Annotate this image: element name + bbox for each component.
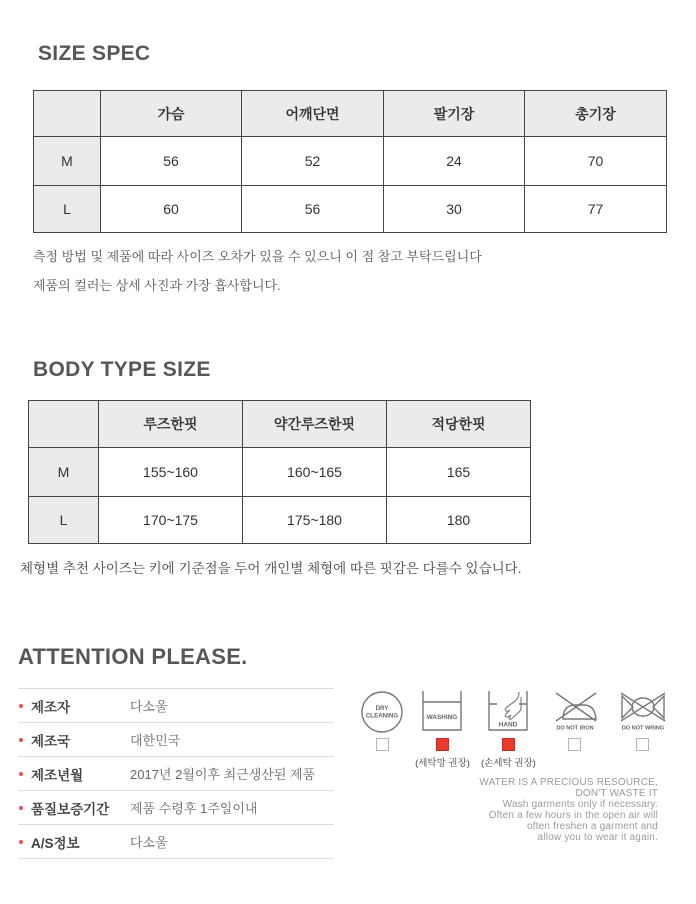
size-spec-row-l — [34, 186, 667, 233]
body-type-size-title: BODY TYPE SIZE — [33, 358, 211, 381]
dry-cleaning-icon — [360, 690, 404, 734]
care-unit-do-not-iron — [547, 690, 603, 767]
bullet-dot-icon — [19, 772, 23, 776]
hand-wash-checkbox — [502, 738, 515, 751]
cell-value: 175~180 — [243, 497, 387, 544]
size-spec-table — [33, 90, 667, 233]
water-message — [479, 777, 658, 843]
header-cell-sleeve: 팔기장 — [384, 91, 525, 137]
info-row-country — [18, 722, 334, 756]
header-cell-chest: 가슴 — [101, 91, 242, 137]
body-type-row-l — [29, 497, 531, 544]
care-unit-hand-wash — [481, 690, 536, 767]
size-spec-row-m — [34, 137, 667, 186]
row-label: M — [34, 137, 101, 186]
bullet-dot-icon — [19, 840, 23, 844]
cell-value: 180 — [387, 497, 531, 544]
header-cell-shoulder: 어깨단면 — [242, 91, 384, 137]
svg-text:DRY: DRY — [375, 705, 389, 712]
bullet-dot-icon — [19, 806, 23, 810]
info-label: 제조국 — [31, 733, 71, 749]
row-label: M — [29, 448, 99, 497]
care-unit-washing — [415, 690, 470, 767]
care-message-line: Wash garments only if necessary. — [502, 799, 658, 810]
cell-value: 56 — [101, 137, 242, 186]
do-not-iron-icon — [547, 690, 603, 732]
size-spec-note-line2: 제품의 컬러는 상세 사진과 가장 흡사합니다. — [33, 278, 281, 293]
info-row-warranty — [18, 790, 334, 824]
care-unit-dry-cleaning — [360, 690, 404, 767]
header-cell-length: 총기장 — [525, 91, 667, 137]
body-type-header-row — [29, 401, 531, 448]
info-value: 다소울 — [130, 699, 168, 714]
header-cell-regular-fit: 적당한핏 — [387, 401, 531, 448]
svg-text:HAND: HAND — [499, 721, 518, 729]
do-not-wring-icon — [614, 690, 672, 732]
cell-value: 170~175 — [99, 497, 243, 544]
care-message-line: allow you to wear it again. — [537, 832, 658, 843]
svg-text:DO NOT WRING: DO NOT WRING — [621, 725, 665, 732]
header-cell-loose-fit: 루즈한핏 — [99, 401, 243, 448]
cell-value: 77 — [525, 186, 667, 233]
info-label: 제조년월 — [31, 767, 84, 783]
care-note: (세탁망 권장) — [415, 758, 470, 769]
info-row-as-info — [18, 824, 334, 859]
size-spec-title: SIZE SPEC — [38, 42, 151, 65]
care-message-line: DON'T WASTE IT — [575, 788, 658, 799]
header-cell-slightly-loose-fit: 약간루즈한핏 — [243, 401, 387, 448]
row-label: L — [34, 186, 101, 233]
info-label: 품질보증기간 — [31, 801, 110, 817]
cell-value: 155~160 — [99, 448, 243, 497]
cell-value: 60 — [101, 186, 242, 233]
cell-value: 70 — [525, 137, 667, 186]
washing-icon — [419, 690, 465, 732]
svg-text:CLEANING: CLEANING — [365, 712, 399, 720]
info-value: 대한민국 — [130, 733, 181, 748]
care-symbols-row — [360, 690, 672, 767]
info-value: 제품 수령후 1주일이내 — [130, 801, 258, 816]
header-cell-blank — [29, 401, 99, 448]
washing-checkbox — [436, 738, 449, 751]
body-type-size-table — [28, 400, 531, 544]
info-row-manufacturer — [18, 688, 334, 722]
cell-value: 24 — [384, 137, 525, 186]
header-cell-blank — [34, 91, 101, 137]
info-value: 다소울 — [130, 835, 168, 850]
info-label: A/S정보 — [31, 835, 80, 851]
attention-title: ATTENTION PLEASE. — [18, 644, 248, 669]
hand-wash-icon — [486, 690, 530, 732]
cell-value: 30 — [384, 186, 525, 233]
care-message-line: often freshen a garment and — [526, 821, 658, 832]
do-not-iron-checkbox — [568, 738, 581, 751]
info-label: 제조자 — [31, 699, 71, 715]
do-not-wring-checkbox — [636, 738, 649, 751]
cell-value: 52 — [242, 137, 384, 186]
cell-value: 165 — [387, 448, 531, 497]
care-note: (손세탁 권장) — [480, 758, 536, 769]
product-info-list — [18, 688, 334, 859]
care-message-line: Often a few hours in the open air will — [488, 810, 658, 821]
dry-cleaning-checkbox — [376, 738, 389, 751]
size-spec-note-line1: 측정 방법 및 제품에 따라 사이즈 오차가 있을 수 있으니 이 점 참고 부탁드립니다 — [33, 249, 482, 264]
svg-text:WASHING: WASHING — [427, 714, 458, 721]
svg-text:DO NOT IRON: DO NOT IRON — [556, 725, 594, 732]
info-value: 2017년 2월이후 최근생산된 제품 — [130, 767, 316, 782]
size-spec-header-row — [34, 91, 667, 137]
bullet-dot-icon — [19, 704, 23, 708]
bullet-dot-icon — [19, 738, 23, 742]
care-message-line: WATER IS A PRECIOUS RESOURCE, — [479, 777, 658, 788]
cell-value: 56 — [242, 186, 384, 233]
body-type-note: 체형별 추천 사이즈는 키에 기준점을 두어 개인별 체형에 따른 핏감은 다를수 있습니다. — [20, 561, 522, 576]
cell-value: 160~165 — [243, 448, 387, 497]
row-label: L — [29, 497, 99, 544]
care-unit-do-not-wring — [614, 690, 672, 767]
body-type-row-m — [29, 448, 531, 497]
info-row-manufacture-date — [18, 756, 334, 790]
